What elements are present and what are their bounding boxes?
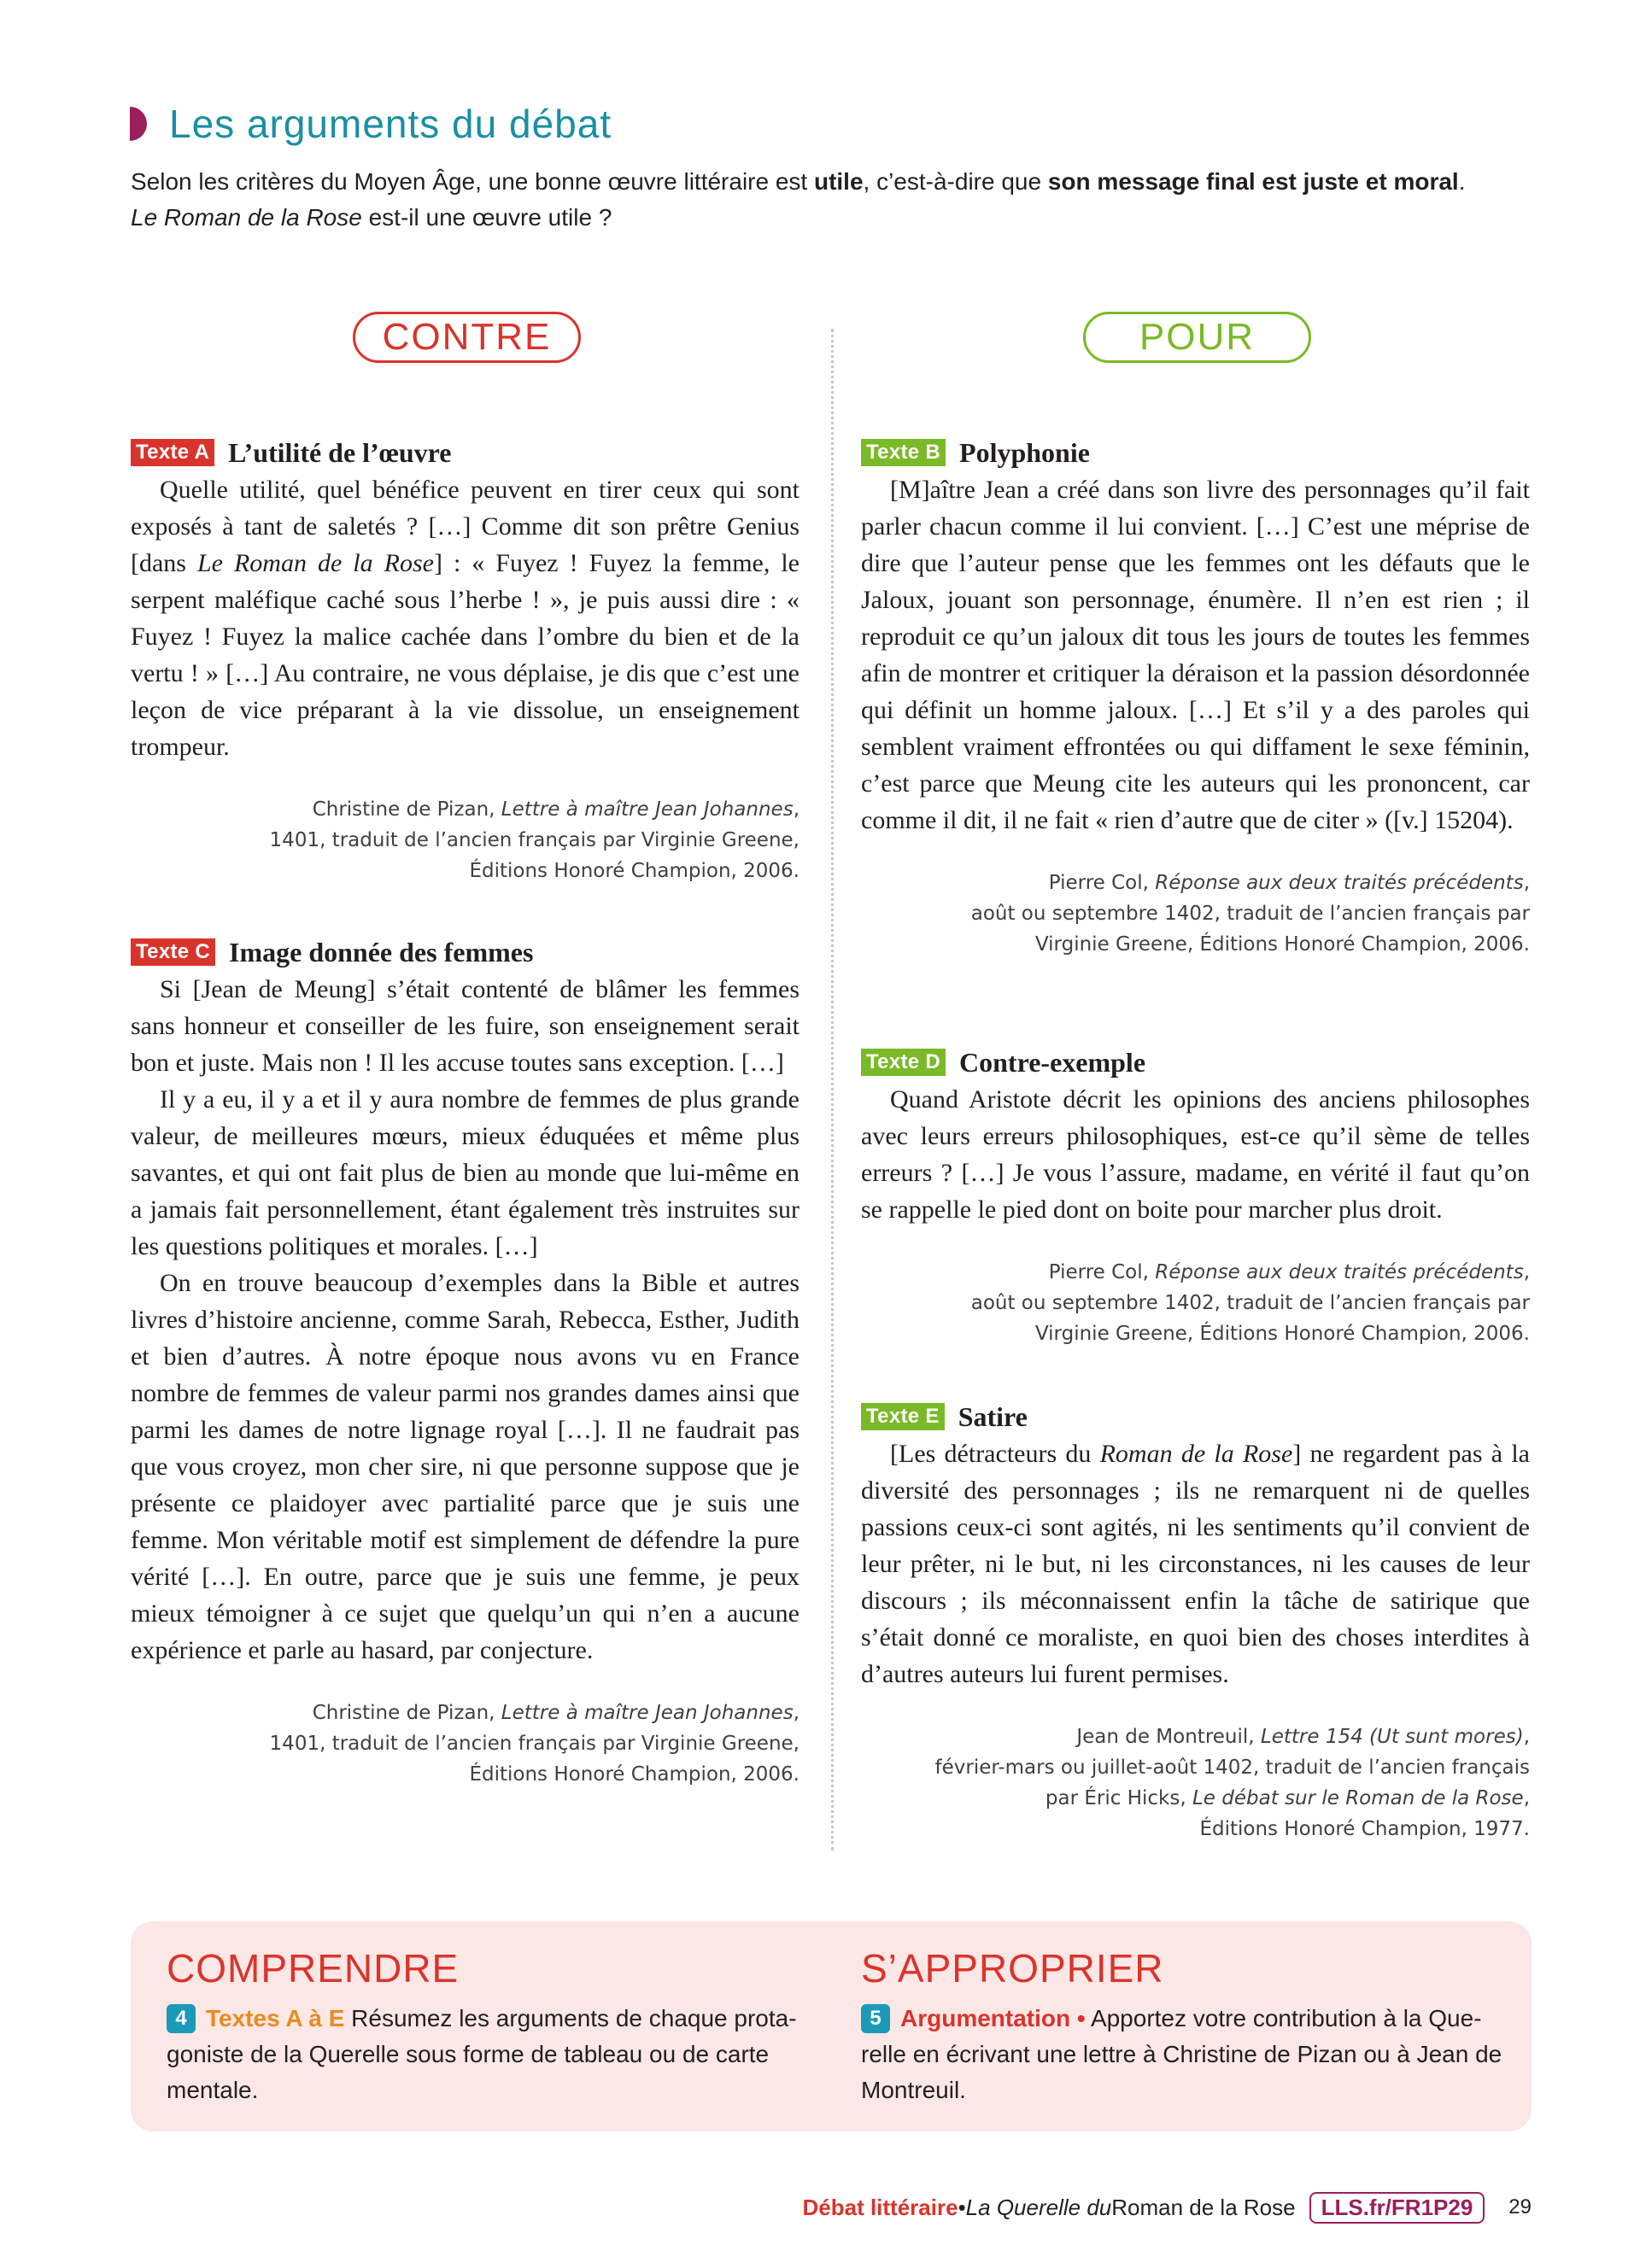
comprendre-title: COMPRENDRE [167, 1946, 460, 1990]
exercise-number-badge: 4 [167, 2004, 196, 2033]
comprendre-exercise: 4 Textes A à E Résumez les arguments de chaque protagoniste de la Querelle sous forme de tableau ou de carte mentale. [167, 2005, 797, 2103]
text-d-paragraph: Quand Aristote décrit les opinions des anciens philosophes avec leurs erreurs philosophiques, est-ce qu’il sème de telles erreurs ? […] Je vous l’assure, madame, en vérité il faut qu’on se rappelle le pied dont on boite pour marcher plus droit. [861, 1085, 1530, 1224]
text-b-tag: Texte B [861, 439, 946, 466]
page-footer: Débat littéraire • La Querelle du Roman de la Rose LLS.fr/FR1P29 29 [802, 2190, 1532, 2224]
footer-italic: La Querelle du [965, 2194, 1112, 2220]
footer-section: Débat littéraire [802, 2194, 958, 2220]
text-a-tag: Texte A [131, 439, 214, 466]
text-e-paragraph: [Les détracteurs du Roman de la Rose] ne regardent pas à la diversité des personnages ; ils ne remarquent ni de quelles passions ceux-ci sont agités, ni les sentiments qu’il convient de leur prêter, ni le but, ni les circonstances, ni les causes de leur discours ; ils méconnaissent enfin la tâche de satirique que s’était donné ce moraliste, en quoi bien des choses interdites à d’autres auteurs lui furent permises. [861, 1440, 1530, 1688]
approprier-title: S’APPROPRIER [861, 1946, 1164, 1990]
text-c-title: Image donnée des femmes [229, 936, 534, 967]
footer-link[interactable]: LLS.fr/FR1P29 [1309, 2192, 1485, 2224]
text-e-tag: Texte E [861, 1403, 945, 1430]
pour-label: POUR [1083, 312, 1311, 363]
section-title: Les arguments du débat [169, 102, 612, 146]
approprier-keyword: Argumentation [900, 2005, 1071, 2031]
text-c-tag: Texte C [131, 938, 215, 966]
text-a-title: L’utilité de l’œuvre [228, 436, 452, 468]
text-c-paragraph-1: Si [Jean de Meung] s’était contenté de blâmer les femmes sans honneur et conseiller de les fuire, son enseignement serait bon et juste. Mais non ! Il les accuse toutes sans exception. […] [131, 975, 800, 1077]
text-e-block [861, 1398, 1530, 1844]
text-d-block [861, 1043, 1530, 1349]
text-e-title: Satire [958, 1400, 1028, 1432]
text-b-paragraph: [M]aître Jean a créé dans son livre des personnages qu’il fait parler chacun comme il lui convient. […] C’est une méprise de dire que l’auteur pense que les femmes ont les défauts que le Jaloux, jouant son personnage, énumère. Il n’en est rien ; il reproduit ce qu’un jaloux dit tous les jours de toutes les femmes afin de montrer et critiquer la déraison et la passion désordonnée qui définit un homme jaloux. […] Et s’il y a des paroles qui semblent vraiment effrontées ou qui diffament le sexe féminin, c’est parce que Meung cite les auteurs qui les prononcent, car comme il dit, il ne fait « rien d’autre que de citer » ([v.] 15204). [861, 476, 1530, 834]
column-divider [831, 329, 834, 1850]
text-a-paragraph: Quelle utilité, quel bénéfice peuvent en tirer ceux qui sont exposés à tant de saletés ? […] Comme dit son prêtre Genius [dans Le Roman de la Rose] : « Fuyez ! Fuyez la femme, le serpent maléfique caché sous l’herbe ! », je puis aussi dire : « Fuyez ! Fuyez la malice cachée dans l’ombre du bien et de la vertu ! » […] Au contraire, ne vous déplaise, je dis que c’est une leçon de vice préparant à la vie dissolue, un enseignement trompeur. [131, 476, 800, 761]
exercise-number-badge: 5 [861, 2004, 890, 2033]
text-a-source: Christine de Pizan, Lettre à maître Jean Johannes, 1401, traduit de l’ancien français par Virginie Greene, Éditions Honoré Champion, 2006. [269, 798, 800, 882]
text-b-block [861, 434, 1530, 960]
text-d-tag: Texte D [861, 1049, 946, 1076]
activity-panel [131, 1921, 1532, 2131]
text-c-block [131, 933, 800, 1790]
text-c-paragraph-2: Il y a eu, il y a et il y aura nombre de femmes de plus grande valeur, de meilleures mœurs, mieux éduquées et même plus savantes, et qui ont fait plus de bien au monde que lui-même en a jamais fait personnellement, étant également très instruites sur les questions politiques et morales. […] [131, 1085, 800, 1260]
text-d-source: Pierre Col, Réponse aux deux traités précédents, août ou septembre 1402, traduit de l’ancien français par Virginie Greene, Éditions Honoré Champion, 2006. [970, 1261, 1530, 1345]
text-e-source: Jean de Montreuil, Lettre 154 (Ut sunt mores), février-mars ou juillet-août 1402, traduit de l’ancien français par Éric Hicks, Le débat sur le Roman de la Rose, Éditions Honoré Champion, 1977. [934, 1726, 1530, 1840]
page-number: 29 [1508, 2195, 1532, 2218]
text-c-source: Christine de Pizan, Lettre à maître Jean Johannes, 1401, traduit de l’ancien français par Virginie Greene, Éditions Honoré Champion, 2006. [269, 1702, 800, 1786]
text-b-source: Pierre Col, Réponse aux deux traités précédents, août ou septembre 1402, traduit de l’ancien français par Virginie Greene, Éditions Honoré Champion, 2006. [970, 872, 1530, 956]
text-b-title: Polyphonie [959, 436, 1090, 468]
text-c-paragraph-3: On en trouve beaucoup d’exemples dans la Bible et autres livres d’histoire ancienne, comme Sarah, Rebecca, Esther, Judith et bien d’autres. À notre époque nous avons vu en France nombre de femmes de valeur parmi nos grandes dames ainsi que parmi les dames de notre lignage royal […]. Il ne faudrait pas que vous croyez, mon cher sire, ni que personne suppose que je présente ce plaidoyer avec partialité parce que je suis une femme. Mon véritable motif est simplement de défendre la pure vérité […]. En outre, parce que je suis une femme, je peux mieux témoigner à ce sujet que quelqu’un qui n’en a aucune expérience et parle au hasard, par conjecture. [131, 1269, 800, 1664]
half-circle-marker-icon [130, 107, 149, 141]
section-heading [130, 96, 612, 152]
comprendre-keyword: Textes A à E [206, 2005, 345, 2031]
text-a-block [131, 434, 800, 886]
intro-paragraph: Selon les critères du Moyen Âge, une bonne œuvre littéraire est utile, c’est-à-dire que son message final est juste et moral. Le Roman de la Rose est-il une œuvre utile ? [131, 168, 1466, 231]
approprier-exercise: 5 Argumentation • Apportez votre contribution à la Querelle en écrivant une lettre à Christine de Pizan ou à Jean de Montreuil. [861, 2005, 1502, 2103]
text-d-title: Contre-exemple [959, 1046, 1146, 1078]
contre-label: CONTRE [353, 312, 581, 363]
